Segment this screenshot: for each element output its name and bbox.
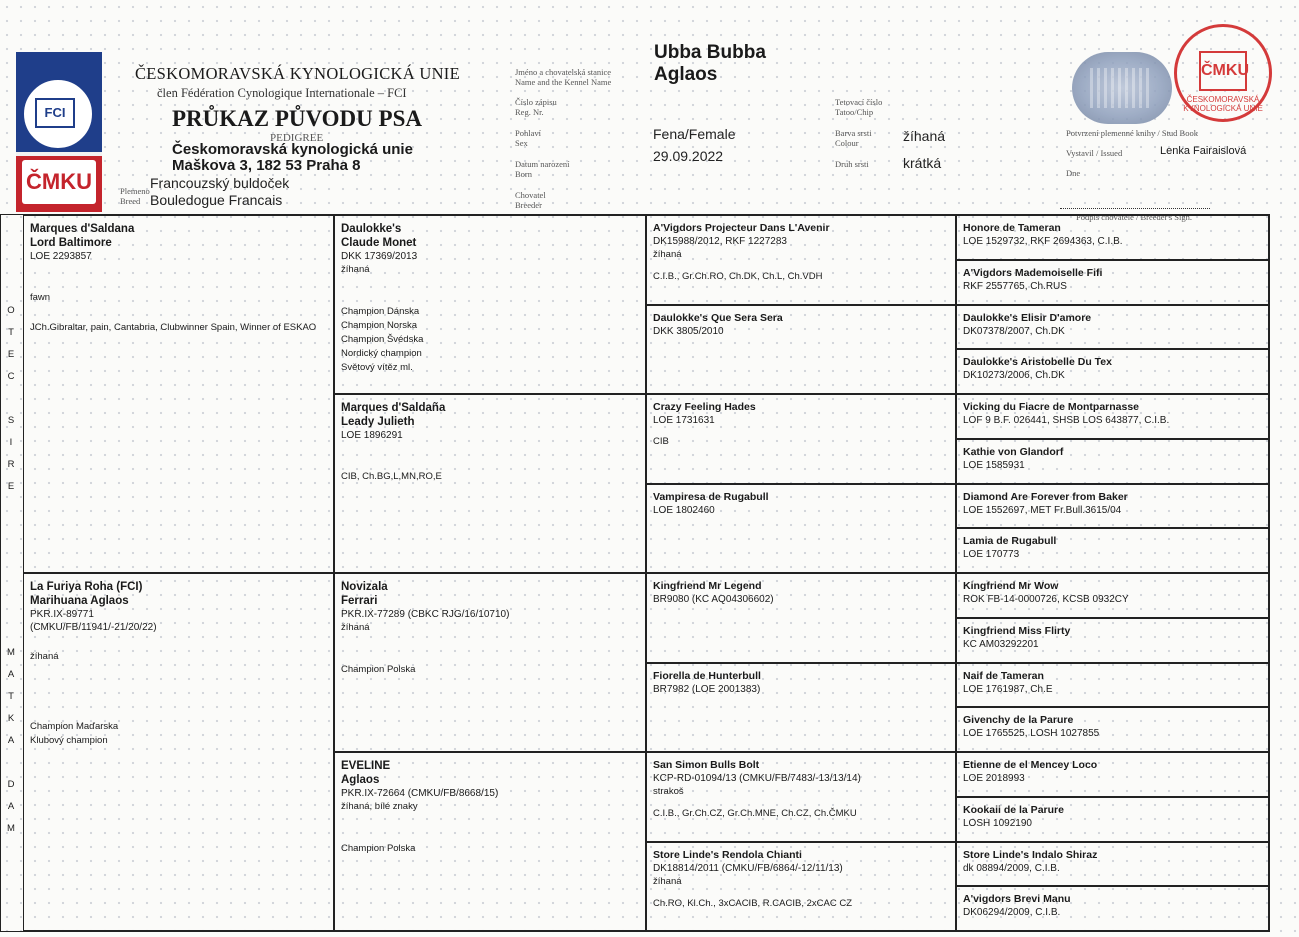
breed-en: Bouledogue Francais bbox=[150, 192, 283, 208]
dog-born: 29.09.2022 bbox=[653, 148, 724, 164]
gggp-reg: DK10273/2006, Ch.DK bbox=[963, 370, 1065, 382]
gggp-name: Store Linde's Indalo Shiraz bbox=[963, 848, 1098, 861]
great-grandparent-cell bbox=[646, 842, 956, 932]
ggp-reg: LOE 1802460 bbox=[653, 504, 715, 516]
side-letter: I bbox=[9, 437, 13, 448]
gggp-reg: KC AM03292201 bbox=[963, 638, 1039, 650]
great-great-grandparent-cell bbox=[956, 752, 1269, 797]
ggp-name: Vampiresa de Rugabull bbox=[653, 490, 769, 503]
side-letter: M bbox=[7, 647, 15, 658]
gggp-name: Kookaii de la Parure bbox=[963, 803, 1064, 816]
gggp-name: Naif de Tameran bbox=[963, 669, 1044, 682]
ggp-reg: DK15988/2012, RKF 1227283 bbox=[653, 236, 787, 247]
gggp-name: Daulokke's Elisir D'amore bbox=[963, 311, 1092, 324]
gggp-reg: dk 08894/2009, C.I.B. bbox=[963, 862, 1060, 874]
ggp-reg: DKK 3805/2010 bbox=[653, 325, 724, 337]
gggp-reg: LOE 2018993 bbox=[963, 773, 1025, 784]
side-letter: R bbox=[7, 459, 15, 470]
cmku-fci-logo bbox=[16, 52, 102, 212]
gggp-name: Lamia de Rugabull bbox=[963, 535, 1057, 548]
side-letter: E bbox=[7, 349, 15, 360]
gggp-name: Daulokke's Aristobelle Du Tex bbox=[963, 356, 1112, 369]
signature-label: Podpis chovatele / Breeder's Sign. bbox=[1076, 212, 1193, 222]
gggp-reg: LOE 1552697, MET Fr.Bull.3615/04 bbox=[963, 504, 1122, 516]
great-grandparent-cell bbox=[646, 752, 956, 842]
dog-sex: Fena/Female bbox=[653, 126, 736, 142]
gggp-reg: LOF 9 B.F. 026441, SHSB LOS 643877, C.I.B. bbox=[963, 415, 1170, 426]
side-letter bbox=[6, 388, 16, 410]
gggp-name: A'vigdors Brevi Manu bbox=[963, 893, 1071, 906]
sex-label: Pohlaví Sex bbox=[515, 128, 541, 148]
dam-reg: PKR.IX-89771 bbox=[30, 609, 94, 620]
gggp-reg: LOE 1765525, LOSH 1027855 bbox=[963, 728, 1100, 740]
breeder-address: Maškova 3, 182 53 Praha 8 bbox=[172, 157, 361, 174]
ggp-name: Crazy Feeling Hades bbox=[653, 401, 756, 413]
ggp-name: Store Linde's Rendola Chianti bbox=[653, 848, 802, 861]
org-name: ČESKOMORAVSKÁ KYNOLOGICKÁ UNIE bbox=[135, 64, 460, 83]
date-label: Dne bbox=[1066, 168, 1081, 178]
gp-name-2: Claude Monet bbox=[341, 237, 417, 249]
side-letter: M bbox=[7, 823, 15, 834]
dam-titles-1: Champion Maďarska bbox=[30, 721, 119, 732]
gp-reg: LOE 1896291 bbox=[341, 430, 403, 441]
breeder-org: Českomoravská kynologická unie bbox=[172, 141, 413, 158]
gp-title: Champion Dánska bbox=[341, 306, 420, 317]
gp-name: EVELINE bbox=[341, 760, 391, 772]
grandparent-cell bbox=[334, 394, 646, 573]
breed-cz: Francouzský buldoček bbox=[150, 175, 290, 191]
sire-cell bbox=[23, 215, 334, 573]
ggp-name: Daulokke's Que Sera Sera bbox=[653, 311, 783, 324]
great-great-grandparent-cell bbox=[956, 305, 1269, 350]
ggp-titles: Ch.RO, Kl.Ch., 3xCACIB, R.CACIB, 2xCAC CZ bbox=[653, 897, 853, 909]
pedigree-table bbox=[0, 214, 1270, 932]
issued-by: Lenka Fairaislová bbox=[1160, 145, 1247, 157]
great-great-grandparent-cell bbox=[956, 663, 1269, 708]
side-letter: T bbox=[8, 691, 14, 702]
ggp-colour: žíhaná bbox=[653, 249, 682, 260]
gggp-name: Honore de Tameran bbox=[963, 222, 1061, 234]
gggp-name: Vicking du Fiacre de Montparnasse bbox=[963, 401, 1140, 413]
side-letter: A bbox=[7, 669, 15, 680]
gp-reg: PKR.IX-72664 (CMKU/FB/8668/15) bbox=[341, 788, 499, 799]
gggp-name: Etienne de el Mencey Loco bbox=[963, 759, 1098, 771]
gggp-reg: DK06294/2009, C.I.B. bbox=[963, 907, 1061, 919]
side-letter: A bbox=[7, 801, 15, 812]
great-great-grandparent-cell bbox=[956, 349, 1269, 394]
dam-reg-2: (CMKU/FB/11941/-21/20/22) bbox=[30, 622, 157, 633]
ggp-reg: BR7982 (LOE 2001383) bbox=[653, 683, 761, 695]
sire-name-2: Lord Baltimore bbox=[30, 237, 112, 249]
great-great-grandparent-cell bbox=[956, 439, 1269, 484]
dam-side-label bbox=[6, 642, 16, 840]
gp-name: Daulokke's bbox=[341, 223, 402, 235]
great-great-grandparent-cell bbox=[956, 618, 1269, 663]
gp-title: CIB, Ch.BG,L,MN,RO,E bbox=[341, 471, 442, 482]
grandparent-cell bbox=[334, 215, 646, 394]
gggp-reg: RKF 2557765, Ch.RUS bbox=[963, 280, 1067, 292]
ggp-reg: DK18814/2011 (CMKU/FB/6864/-12/11/13) bbox=[653, 862, 843, 874]
great-great-grandparent-cell bbox=[956, 528, 1269, 573]
great-grandparent-cell bbox=[646, 484, 956, 574]
side-letter: A bbox=[7, 735, 15, 746]
great-great-grandparent-cell bbox=[956, 260, 1269, 305]
doc-subtitle: PEDIGREE bbox=[270, 132, 324, 144]
side-letter: S bbox=[7, 415, 15, 426]
gggp-name: Kathie von Glandorf bbox=[963, 445, 1064, 458]
gggp-name: A'Vigdors Mademoiselle Fifi bbox=[963, 266, 1103, 279]
side-letter: C bbox=[7, 371, 15, 382]
dog-coat: krátká bbox=[903, 155, 942, 171]
gp-reg: DKK 17369/2013 bbox=[341, 251, 418, 262]
great-great-grandparent-cell bbox=[956, 842, 1269, 887]
ggp-name: San Simon Bulls Bolt bbox=[653, 759, 760, 771]
gp-title: Nordický champion bbox=[341, 348, 422, 359]
dog-name: Ubba Bubba Aglaos bbox=[654, 42, 766, 85]
ggp-reg: KCP-RD-01094/13 (CMKU/FB/7483/-13/13/14) bbox=[653, 773, 861, 784]
ggp-titles: C.I.B., Gr.Ch.RO, Ch.DK, Ch.L, Ch.VDH bbox=[653, 271, 823, 282]
great-great-grandparent-cell bbox=[956, 573, 1269, 618]
ggp-reg: BR9080 (KC AQ04306602) bbox=[653, 594, 774, 605]
side-letter: E bbox=[7, 481, 15, 492]
dog-colour: žíhaná bbox=[903, 128, 946, 144]
cmku-emblem: ČMKU bbox=[22, 160, 96, 204]
great-grandparent-cell bbox=[646, 663, 956, 753]
gggp-reg: LOSH 1092190 bbox=[963, 817, 1032, 829]
dam-name: La Furiya Roha (FCI) bbox=[30, 581, 143, 593]
great-great-grandparent-cell bbox=[956, 394, 1269, 439]
great-great-grandparent-cell bbox=[956, 707, 1269, 752]
side-letter: T bbox=[8, 327, 14, 338]
side-letter: O bbox=[7, 305, 15, 316]
breeder-label: Chovatel Breeder bbox=[515, 190, 546, 210]
gp-name: Novizala bbox=[341, 581, 388, 593]
dam-name-2: Marihuana Aglaos bbox=[30, 595, 129, 607]
fci-emblem: FCI bbox=[35, 98, 75, 128]
gp-colour: žíhaná, bílé znaky bbox=[341, 801, 418, 812]
gggp-name: Kingfriend Mr Wow bbox=[963, 580, 1059, 592]
breed-label: Plemeno Breed bbox=[120, 186, 150, 206]
gggp-name: Givenchy de la Parure bbox=[963, 714, 1074, 727]
side-letter: D bbox=[7, 779, 15, 790]
dam-cell bbox=[23, 573, 334, 931]
side-letter bbox=[6, 752, 16, 774]
great-great-grandparent-cell bbox=[956, 215, 1269, 260]
issued-label: Vystavil / Issued bbox=[1066, 148, 1123, 158]
side-letter: K bbox=[7, 713, 15, 724]
sire-colour: fawn bbox=[30, 292, 51, 303]
gp-colour: žíhaná bbox=[341, 264, 370, 275]
gp-title: Champion Polska bbox=[341, 843, 416, 854]
ggp-titles: C.I.B., Gr.Ch.CZ, Gr.Ch.MNE, Ch.CZ, Ch.ČMKU bbox=[653, 808, 857, 819]
great-grandparent-cell bbox=[646, 215, 956, 305]
gp-title: Champion Švédska bbox=[341, 334, 424, 345]
gggp-reg: LOE 1585931 bbox=[963, 459, 1025, 471]
tattoo-label: Tetovací číslo Tatoo/Chip bbox=[835, 97, 883, 117]
gp-name-2: Ferrari bbox=[341, 595, 378, 607]
reg-label: Číslo zápisu Reg. Nr. bbox=[515, 97, 557, 117]
gp-name-2: Aglaos bbox=[341, 774, 380, 786]
gp-colour: žíhaná bbox=[341, 622, 370, 633]
sire-name: Marques d'Saldana bbox=[30, 223, 135, 235]
ggp-titles: CIB bbox=[653, 436, 669, 447]
hologram-seal bbox=[1072, 52, 1172, 124]
gggp-reg: LOE 1529732, RKF 2694363, C.I.B. bbox=[963, 236, 1123, 247]
name-label: Jméno a chovatelská stanice Name and the Kennel Name bbox=[515, 67, 612, 87]
signature-line bbox=[1060, 208, 1210, 209]
ggp-name: Kingfriend Mr Legend bbox=[653, 580, 762, 592]
ggp-reg: LOE 1731631 bbox=[653, 415, 715, 426]
great-grandparent-cell bbox=[646, 394, 956, 484]
great-great-grandparent-cell bbox=[956, 484, 1269, 529]
doc-title: PRŮKAZ PŮVODU PSA bbox=[172, 106, 422, 131]
gggp-reg: DK07378/2007, Ch.DK bbox=[963, 325, 1065, 337]
grandparent-cell bbox=[334, 752, 646, 931]
ggp-colour: strakoš bbox=[653, 786, 684, 797]
gp-reg: PKR.IX-77289 (CBKC RJG/16/10710) bbox=[341, 609, 510, 620]
coat-label: Druh srsti bbox=[835, 159, 869, 169]
grandparent-cell bbox=[334, 573, 646, 752]
ggp-colour: žíhaná bbox=[653, 875, 682, 887]
gp-name: Marques d'Saldaña bbox=[341, 402, 446, 414]
great-great-grandparent-cell bbox=[956, 797, 1269, 842]
ggp-name: Fiorella de Hunterbull bbox=[653, 669, 761, 682]
sire-side-label bbox=[6, 300, 16, 498]
org-member: člen Fédération Cynologique Internationale – FCI bbox=[157, 86, 407, 100]
gp-title: Světový vítěz ml. bbox=[341, 362, 413, 373]
studbook-label: Potvrzení plemenné knihy / Stud Book bbox=[1066, 128, 1198, 138]
great-grandparent-cell bbox=[646, 573, 956, 663]
gggp-reg: LOE 1761987, Ch.E bbox=[963, 683, 1053, 695]
born-label: Datum narození Born bbox=[515, 159, 570, 179]
gp-title: Champion Polska bbox=[341, 664, 416, 675]
dam-titles-2: Klubový champion bbox=[30, 735, 108, 746]
dam-colour: žíhaná bbox=[30, 651, 59, 662]
gp-name-2: Leady Julieth bbox=[341, 416, 415, 428]
sire-titles: JCh.Gibraltar, pain, Cantabria, Clubwinner Spain, Winner of ESKAO bbox=[30, 322, 317, 333]
gp-title: Champion Norska bbox=[341, 320, 418, 331]
sire-reg: LOE 2293857 bbox=[30, 251, 92, 262]
ggp-name: A'Vigdors Projecteur Dans L'Avenir bbox=[653, 222, 830, 234]
great-grandparent-cell bbox=[646, 305, 956, 395]
great-great-grandparent-cell bbox=[956, 886, 1269, 931]
gggp-reg: ROK FB-14-0000726, KCSB 0932CY bbox=[963, 594, 1129, 605]
colour-label: Barva srsti Colour bbox=[835, 128, 872, 148]
gggp-name: Diamond Are Forever from Baker bbox=[963, 490, 1128, 503]
gggp-name: Kingfriend Miss Flirty bbox=[963, 624, 1071, 637]
gggp-reg: LOE 170773 bbox=[963, 549, 1020, 561]
cmku-stamp: ČMKU ČESKOMORAVSKÁ KYNOLOGICKÁ UNIE bbox=[1174, 24, 1272, 122]
